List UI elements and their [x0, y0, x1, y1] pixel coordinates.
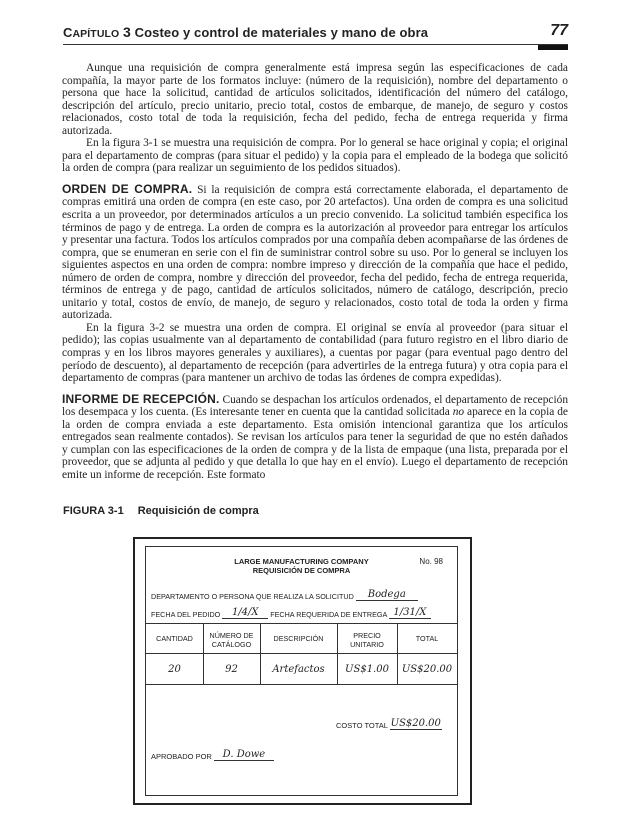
dept-value: Bodega	[367, 589, 406, 600]
col-total: TOTAL US$20.00	[401, 634, 453, 675]
dept-line: DEPARTAMENTO O PERSONA QUE REALIZA LA SOLICITUD Bodega	[151, 589, 418, 601]
page-header	[63, 18, 568, 58]
section-title: INFORME DE RECEPCIÓN.	[62, 391, 220, 406]
section-informe: INFORME DE RECEPCIÓN. Cuando se despachan los artículos ordenados, el departamento de recepción los desempaca y los cuenta. (Es interesante tener en cuenta que la cantidad solicitada no aparece en la copia de la orden de compra enviada a este departamento. Esta omisión intencional garantiza que los artículos entregados sean realmente contados). Se revisan los artículos para tener la seguridad de que no estén dañados y cumplan con las especificaciones de la orden de compra y de la lista de empaque (una lista, preparada por el proveedor, que se adjunta al pedido y que detalla lo que hay en el envío). Luego el departamento de recepción emite un informe de recepción. Este formato	[62, 391, 569, 481]
section-title: ORDEN DE COMPRA.	[62, 181, 193, 196]
section-orden	[62, 183, 568, 322]
header-rule	[63, 44, 568, 45]
items-table	[146, 623, 457, 685]
delivery-date-value: 1/31/X	[393, 607, 427, 618]
paragraph: En la figura 3-2 se muestra una orden de compra. El original se envía al proveedor (para situar el pedido); las copias usualmente van al departamento de contabilidad (para futuro registro en el libro diario de compras y en los libros mayores generales y auxiliares), a cuentas por pagar (para eventual pago dentro del período de descuento), al departamento de recepción (para advertirles de la entrega futura) y otra copia para el departamento de compras (para mantener un archivo de todas las órdenes de compra expedidas).	[62, 321, 568, 385]
paragraph: Aunque una requisición de compra generalmente está impresa según las especificaciones de cada compañía, la mayor parte de los formatos incluye: (número de la requisición), nombre del departamento o persona que hace la solicitud, cantidad de artículos solicitados, identificación del número del catálogo, descripción del artículo, precio unitario, precio total, costos de embarque, de manejo, de seguro y costos relacionados, costo total de toda la requisición, fecha del pedido, fecha de entrega requerida y firma autorizada.	[62, 62, 568, 137]
paragraph: En la figura 3-1 se muestra una requisición de compra. Por lo general se hace original y copia; el original para el departamento de compras (para situar el pedido) y la copia para el empleado de la bodega que solicitó la orden de compra (para realizar un seguimiento de los pedidos situados).	[62, 137, 568, 175]
order-date-value: 1/4/X	[231, 607, 259, 618]
col-cantidad: CANTIDAD 20	[146, 624, 204, 684]
chapter-heading: CAPÍTULO 3 Costeo y control de materiales y mano de obra	[63, 24, 429, 40]
header-block	[538, 45, 568, 50]
page-number: 77	[550, 22, 568, 39]
dates-line: FECHA DEL PEDIDO 1/4/X FECHA REQUERIDA DE ENTREGA 1/31/X	[151, 607, 431, 619]
col-precio: PRECIO UNITARIO US$1.00	[337, 624, 398, 684]
approval-line: APROBADO POR D. Dowe	[151, 749, 274, 761]
total-value: US$20.00	[390, 718, 441, 729]
company-name: LARGE MANUFACTURING COMPANY	[234, 557, 369, 566]
col-descripcion: DESCRIPCIÓN Artefactos	[260, 624, 338, 684]
approver-signature: D. Dowe	[222, 749, 266, 760]
total-line: COSTO TOTAL US$20.00	[336, 718, 441, 730]
body-text	[62, 62, 568, 482]
form-title: REQUISICIÓN DE COMPRA	[252, 566, 351, 575]
form-number: No. 98	[419, 557, 443, 566]
form-header	[146, 557, 457, 575]
requisition-form	[145, 546, 458, 796]
paragraph: Si la requisición de compra está correctamente elaborada, el departamento de compras emitirá una orden de compra (en este caso, por 20 artefactos). Una orden de compra es una solicitud escrita a un proveedor, por determinados artículos a un precio convenido. La solicitud también especifica los términos de pago y de entrega. La orden de compra es la autorización al proveedor para entregar los artículos y presentar una factura. Todos los artículos comprados por una compañía deben acompañarse de las órdenes de compra, que se enumeran en serie con el fin de suministrar control sobre su uso. Por lo general se incluyen los siguientes aspectos en una orden de compra: nombre impreso y dirección de la compañía que hace el pedido, número de orden de compra, nombre y dirección del proveedor, fecha del pedido, fecha de entrega requerida, términos de entrega y de pago, cantidad de artículos solicitados, número de catálogo, descripción, precio unitario y total, costos de envío, de manejo, de seguro y relacionados, costo total de toda la orden y firma autorizada.	[62, 183, 569, 322]
figure-caption: FIGURA 3-1 Requisición de compra	[63, 505, 259, 517]
col-catalogo: NÚMERO DE CATÁLOGO 92	[203, 624, 261, 684]
